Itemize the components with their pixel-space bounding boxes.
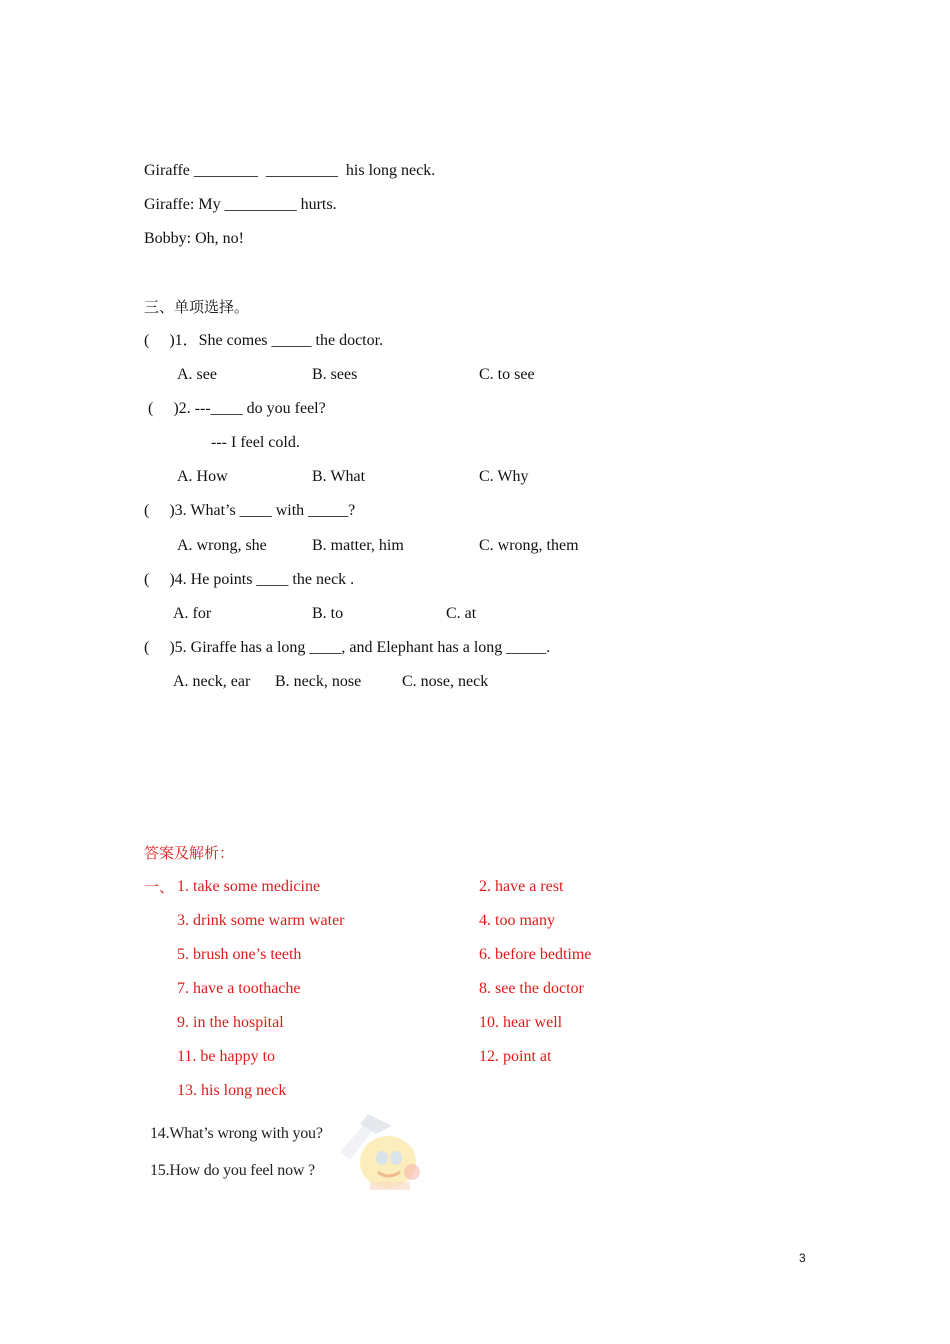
question-2-option-a: A. How [177, 468, 228, 485]
scanned-answer-14: 14.What’s wrong with you? [150, 1125, 323, 1142]
answer-item: 2. have a rest [479, 878, 564, 895]
answer-item: 13. his long neck [177, 1082, 287, 1099]
question-2-reply: --- I feel cold. [211, 434, 300, 451]
answer-item: 7. have a toothache [177, 980, 301, 997]
scanned-answer-15: 15.How do you feel now ? [150, 1162, 315, 1179]
question-2-stem: ( )2. ---____ do you feel? [148, 400, 326, 417]
question-1-option-a: A. see [177, 366, 217, 383]
question-2-option-c: C. Why [479, 468, 529, 485]
question-4-stem: ( )4. He points ____ the neck . [144, 571, 355, 588]
question-5-stem: ( )5. Giraffe has a long ____, and Elephant has a long _____. [144, 639, 551, 656]
question-4-option-b: B. to [312, 605, 344, 622]
question-5-option-b: B. neck, nose [275, 673, 362, 690]
answers-prefix: 一、 [144, 878, 175, 896]
question-3-option-c: C. wrong, them [479, 537, 579, 554]
question-1-option-c: C. to see [479, 366, 535, 383]
answer-item: 3. drink some warm water [177, 912, 345, 929]
answer-item: 5. brush one’s teeth [177, 946, 302, 963]
answer-item: 1. take some medicine [177, 878, 321, 895]
answer-item: 11. be happy to [177, 1048, 276, 1065]
answer-item: 4. too many [479, 912, 555, 929]
question-2-option-b: B. What [312, 468, 366, 485]
question-5-option-a: A. neck, ear [173, 673, 251, 690]
answers-heading: 答案及解析： [144, 844, 235, 862]
answer-item: 8. see the doctor [479, 980, 584, 997]
answer-item: 10. hear well [479, 1014, 563, 1031]
question-3-stem: ( )3. What’s ____ with _____? [144, 502, 356, 519]
question-3-option-b: B. matter, him [312, 537, 404, 554]
answer-item: 6. before bedtime [479, 946, 592, 963]
dialogue-line-1: Giraffe ________ _________ his long neck. [144, 162, 436, 179]
answer-item: 9. in the hospital [177, 1014, 284, 1031]
question-3-option-a: A. wrong, she [177, 537, 267, 554]
question-5-option-c: C. nose, neck [402, 673, 489, 690]
cartoon-mascot-icon [330, 1112, 430, 1192]
dialogue-line-2: Giraffe: My _________ hurts. [144, 196, 337, 213]
dialogue-line-3: Bobby: Oh, no! [144, 230, 244, 247]
page-number: 3 [799, 1251, 806, 1265]
question-1-option-b: B. sees [312, 366, 358, 383]
question-4-option-c: C. at [446, 605, 477, 622]
question-4-option-a: A. for [173, 605, 212, 622]
section-heading: 三、单项选择。 [144, 298, 250, 316]
answer-item: 12. point at [479, 1048, 552, 1065]
question-1-stem: ( )1．She comes _____ the doctor. [144, 332, 384, 349]
